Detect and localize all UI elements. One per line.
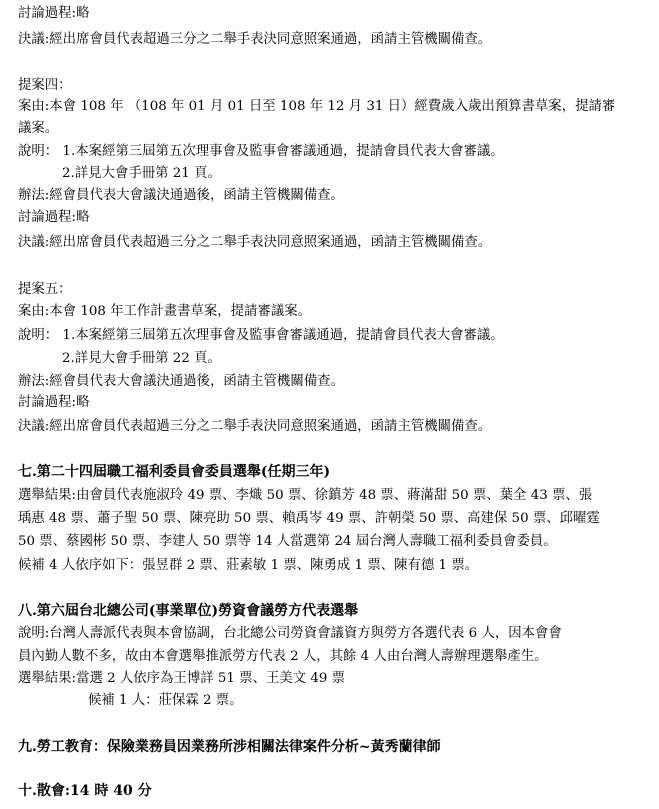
proposal-5-note-1: 說明： 1.本案經第三屆第五次理事會及監事會審議通過，提請會員代表大會審議。 [18, 328, 504, 343]
proposal-5-discussion: 討論過程:略 [18, 395, 90, 410]
discussion-line: 討論過程:略 [18, 6, 90, 21]
section-10-heading: 十.散會:14 時 40 分 [18, 783, 152, 799]
proposal-5-note-2: 2.詳見大會手冊第 22 頁。 [62, 351, 221, 366]
proposal-5-method: 辦法:經會員代表大會議決通過後，函請主管機關備查。 [18, 374, 344, 389]
section-8-note-1: 說明:台灣人壽派代表與本會協調，台北總公司勞資會議資方與勞方各選代表 6 人，因本會會 [18, 626, 562, 641]
proposal-4-subject: 案由:本會 108 年 （108 年 01 月 01 日至 108 年 12 月 31 日）經費歲入歲出預算書草案，提請審 [18, 99, 616, 114]
resolution-line: 決議:經出席會員代表超過三分之二舉手表決同意照案通過，函請主管機關備查。 [18, 32, 492, 47]
proposal-4-note-1: 說明： 1.本案經第三屆第五次理事會及監事會審議通過，提請會員代表大會審議。 [18, 144, 504, 159]
proposal-4-subject-cont: 議案。 [18, 121, 59, 136]
proposal-5-heading: 提案五： [18, 282, 72, 297]
proposal-4-note-2: 2.詳見大會手冊第 21 頁。 [62, 166, 221, 181]
proposal-4-method: 辦法:經會員代表大會議決通過後，函請主管機關備查。 [18, 188, 344, 203]
section-7-alternates: 候補 4 人依序如下：張昱群 2 票、莊素敏 1 票、陳勇成 1 票、陳有德 1 票。 [18, 558, 479, 573]
section-7-result-3: 50 票、蔡國彬 50 票、李建人 50 票等 14 人當選第 24 屆台灣人壽職工福利委員會委員。 [18, 534, 557, 549]
section-8-alternates: 候補 1 人：莊保霖 2 票。 [88, 693, 243, 708]
proposal-4-heading: 提案四： [18, 78, 72, 93]
proposal-5-subject: 案由:本會 108 年工作計畫書草案，提請審議案。 [18, 304, 312, 319]
section-7-result-2: 瑀惠 48 票、蕭子聖 50 票、陳亮助 50 票、賴禹岑 49 票、許朝榮 50 票、高建保 50 票、邱曜霆 [18, 511, 600, 526]
proposal-4-resolution: 決議:經出席會員代表超過三分之二舉手表決同意照案通過，函請主管機關備查。 [18, 235, 492, 250]
proposal-4-discussion: 討論過程:略 [18, 210, 90, 225]
section-7-result-1: 選舉結果:由會員代表施淑玲 49 票、李熾 50 票、徐鎮芳 48 票、蔣滿甜 50 票、葉全 43 票、張 [18, 488, 593, 503]
section-9-heading: 九.勞工教育：保險業務員因業務所涉相關法律案件分析~黃秀蘭律師 [18, 739, 441, 755]
section-8-result: 選舉結果:當選 2 人依序為王博詳 51 票、王美文 49 票 [18, 671, 346, 686]
proposal-5-resolution: 決議:經出席會員代表超過三分之二舉手表決同意照案通過，函請主管機關備查。 [18, 419, 492, 434]
section-7-heading: 七.第二十四屆職工福利委員會委員選舉(任期三年) [18, 464, 331, 480]
section-8-heading: 八.第六屆台北總公司(事業單位)勞資會議勞方代表選舉 [18, 603, 359, 619]
section-8-note-2: 員內勤人數不多，故由本會選舉推派勞方代表 2 人，其餘 4 人由台灣人壽辦理選舉產生。 [18, 649, 548, 664]
